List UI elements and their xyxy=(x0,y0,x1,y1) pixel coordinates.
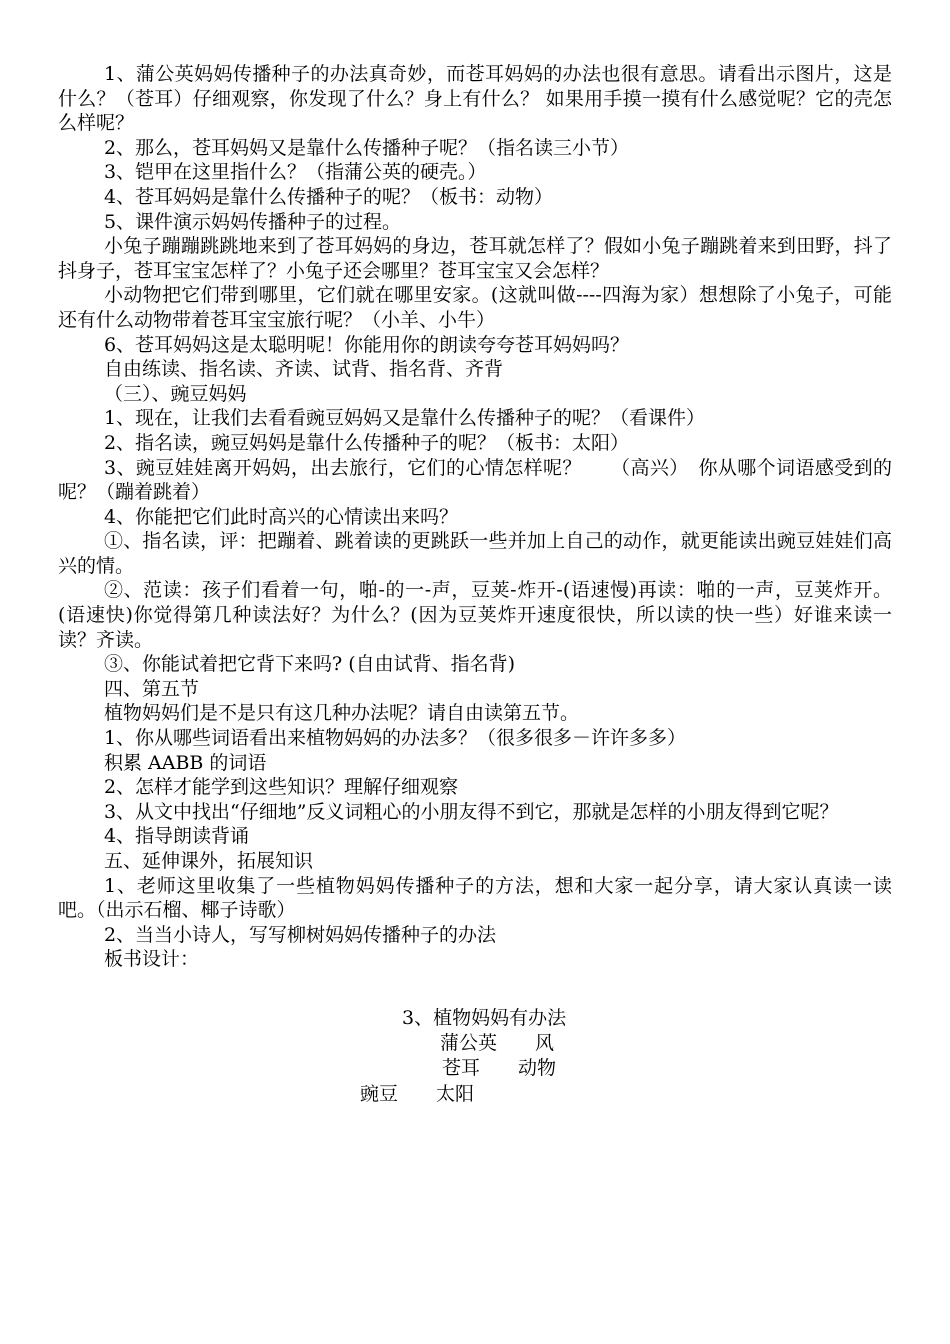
paragraph: 3、从文中找出“仔细地”反义词粗心的小朋友得不到它，那就是怎样的小朋友得到它呢？ xyxy=(103,800,839,823)
paragraph: ③、你能试着把它背下来吗? (自由试背、指名背) xyxy=(103,653,516,676)
paragraph: 积累 AABB 的词语 xyxy=(103,751,267,774)
board-design-label: 板书设计： xyxy=(103,948,199,971)
paragraph: 5、课件演示妈妈传播种子的过程。 xyxy=(103,210,402,233)
paragraph: ②、范读：孩子们看着一句，啪-的一-声，豆荚-炸开-(语速慢)再读：啪的一声，豆荚炸开。(语速快)你觉得第几种读法好？为什么？(因为豆荚炸开速度很快，所以读的快一些）好谁来读一读？齐读。 xyxy=(58,579,892,651)
board-title: 3、植物妈妈有办法 xyxy=(402,1007,567,1029)
paragraph: 小动物把它们带到哪里，它们就在哪里安家。(这就叫做----四海为家）想想除了小兔子，可能还有什么动物带着苍耳宝宝旅行呢？（小羊、小牛） xyxy=(58,284,892,331)
paragraph: 1、你从哪些词语看出来植物妈妈的办法多？（很多很多－许许多多） xyxy=(103,727,687,750)
paragraph: ①、指名读，评：把蹦着、跳着读的更跳跃一些并加上自己的动作，就更能读出豌豆娃娃们高兴的情。 xyxy=(58,530,892,577)
section-heading: （三）、豌豆妈妈 xyxy=(103,382,247,405)
section-heading: 四、第五节 xyxy=(103,677,199,700)
paragraph: 4、苍耳妈妈是靠什么传播种子的呢？（板书：动物） xyxy=(103,185,554,208)
paragraph: 自由练读、指名读、齐读、试背、指名背、齐背 xyxy=(103,358,503,381)
lesson-text xyxy=(58,62,892,972)
paragraph: 3、铠甲在这里指什么？（指蒲公英的硬壳。） xyxy=(103,161,487,184)
board-row-pea: 豌豆 太阳 xyxy=(360,1083,475,1105)
paragraph: 6、苍耳妈妈这是太聪明呢！你能用你的朗读夸夸苍耳妈妈吗？ xyxy=(103,333,630,356)
paragraph: 1、蒲公英妈妈传播种子的办法真奇妙，而苍耳妈妈的办法也很有意思。请看出示图片，这是什么？（苍耳）仔细观察，你发现了什么？身上有什么？ 如果用手摸一摸有什么感觉呢？它的壳怎么样呢？ xyxy=(58,63,892,135)
paragraph: 4、你能把它们此时高兴的心情读出来吗？ xyxy=(103,505,459,528)
paragraph: 2、当当小诗人，写写柳树妈妈传播种子的办法 xyxy=(103,923,497,946)
section-heading: 五、延伸课外，拓展知识 xyxy=(103,850,313,872)
paragraph: 4、指导朗读背诵 xyxy=(103,825,250,848)
paragraph: 2、指名读，豌豆妈妈是靠什么传播种子的呢？（板书：太阳） xyxy=(103,431,630,454)
paragraph: 1、老师这里收集了一些植物妈妈传播种子的方法，想和大家一起分享，请大家认真读一读吧。（出示石榴、椰子诗歌） xyxy=(58,874,892,922)
paragraph: 植物妈妈们是不是只有这几种办法呢？请自由读第五节。 xyxy=(103,702,579,725)
paragraph: 3、豌豆娃娃离开妈妈，出去旅行，它们的心情怎样呢？ （高兴） 你从哪个词语感受到的呢？（蹦着跳着） xyxy=(58,456,892,504)
paragraph: 1、现在，让我们去看看豌豆妈妈又是靠什么传播种子的呢？（看课件） xyxy=(103,407,706,430)
board-row-cocklebur: 苍耳 动物 xyxy=(442,1057,557,1079)
paragraph: 小兔子蹦蹦跳跳地来到了苍耳妈妈的身边，苍耳就怎样了？假如小兔子蹦跳着来到田野，抖了抖身子，苍耳宝宝怎样了？小兔子还会哪里？苍耳宝宝又会怎样？ xyxy=(58,235,892,282)
paragraph: 2、怎样才能学到这些知识？理解仔细观察 xyxy=(103,776,459,799)
paragraph: 2、那么，苍耳妈妈又是靠什么传播种子呢？（指名读三小节） xyxy=(103,136,630,159)
board-row-dandelion: 蒲公英 风 xyxy=(440,1032,555,1054)
